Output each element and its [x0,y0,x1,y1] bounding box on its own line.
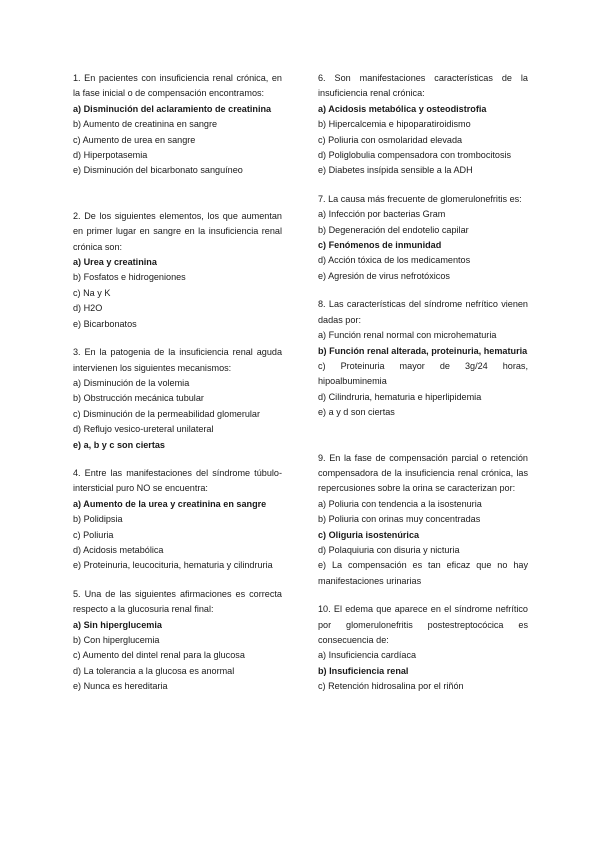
answer-option: c) Retención hidrosalina por el riñón [318,681,464,692]
answer-option: e) Proteinuria, leucocituria, hematuria y cilindruria [73,560,273,571]
left-column [73,71,282,695]
answer-option: b) Hipercalcemia e hipoparatiroidismo [318,119,471,130]
answer-option: e) a y d son ciertas [318,407,395,418]
answer-option-correct: c) Oliguria isostenúrica [318,529,420,540]
question-stem: 9. En la fase de compensación parcial o retención compensadora de la insuficiencia renal crónica, las repercusiones sobre la orina se caracterizan por: [318,452,528,494]
question-stem: 3. En la patogenia de la insuficiencia renal aguda intervienen los siguientes mecanismos: [73,347,282,373]
answer-option: c) Poliuria [73,529,114,540]
answer-option: d) Cilindruria, hematuria e hiperlipidemia [318,391,482,402]
answer-option: d) Hiperpotasemia [73,150,148,161]
answer-option: a) Disminución de la volemia [73,377,190,388]
answer-option: e) Agresión de virus nefrotóxicos [318,270,450,281]
answer-option: b) Aumento de creatinina en sangre [73,119,218,130]
answer-option: b) Poliuria con orinas muy concentradas [318,514,481,525]
answer-option: a) Poliuria con tendencia a la isostenuria [318,498,482,509]
answer-option: e) Bicarbonatos [73,318,137,329]
answer-option-correct: c) Fenómenos de inmunidad [318,240,442,251]
question-block [73,209,282,332]
question-block [318,71,528,179]
question-stem: 10. El edema que aparece en el síndrome nefrítico por glomerulonefritis postestreptocócica es consecuencia de: [318,604,528,645]
answer-option: d) Poliglobulia compensadora con trombocitosis [318,150,512,161]
answer-option: d) Acción tóxica de los medicamentos [318,255,471,266]
answer-option: b) Obstrucción mecánica tubular [73,393,204,404]
answer-option-correct: a) Disminución del aclaramiento de creatinina [73,103,272,114]
question-block [318,192,528,284]
answer-option: b) Con hiperglucemia [73,635,160,645]
answer-option: a) Infección por bacterias Gram [318,209,446,220]
question-stem: 4. Entre las manifestaciones del síndrome túbulo-intersticial puro NO se encuentra: [73,467,282,494]
answer-option: c) Proteinuria mayor de 3g/24 horas, hipoalbuminemia [318,360,528,387]
answer-option: c) Poliuria con osmolaridad elevada [318,134,463,145]
question-block [73,71,282,179]
answer-option-correct: a) Sin hiperglucemia [73,619,162,630]
question-stem: 1. En pacientes con insuficiencia renal crónica, en la fase inicial o de compensación encontramos: [73,73,282,99]
answer-option: d) Acidosis metabólica [73,544,164,555]
question-stem: 2. De los siguientes elementos, los que aumentan en primer lugar en sangre en la insuficiencia renal crónica son: [73,210,282,252]
question-block [318,602,528,694]
question-stem: 6. Son manifestaciones características de la insuficiencia renal crónica: [318,73,528,99]
right-column [318,71,528,695]
answer-option: e) Diabetes insípida sensible a la ADH [318,165,473,176]
answer-option-correct: b) Insuficiencia renal [318,665,409,676]
answer-option-correct: e) a, b y c son ciertas [73,439,165,450]
question-block [73,345,282,453]
question-block [318,297,528,420]
question-block [318,451,528,590]
answer-option-correct: a) Urea y creatinina [73,257,157,268]
question-block [73,587,282,695]
answer-option: d) La tolerancia a la glucosa es anormal [73,665,235,676]
answer-option: b) Fosfatos e hidrogeniones [73,272,186,283]
answer-option: c) Aumento del dintel renal para la glucosa [73,650,245,661]
answer-option: d) Polaquiuria con disuria y nicturia [318,544,460,555]
answer-option: a) Función renal normal con microhematuria [318,330,497,341]
answer-option-correct: a) Acidosis metabólica y osteodistrofia [318,103,487,114]
question-stem: 5. Una de las siguientes afirmaciones es correcta respecto a la glucosuria renal final: [73,588,282,615]
answer-option: b) Polidipsia [73,514,123,525]
answer-option: e) Disminución del bicarbonato sanguíneo [73,165,243,176]
answer-option: b) Degeneración del endotelio capilar [318,224,469,235]
answer-option: c) Na y K [73,287,111,298]
question-stem: 7. La causa más frecuente de glomerulonefritis es: [318,193,522,204]
question-stem: 8. Las características del síndrome nefrítico vienen dadas por: [318,299,528,325]
answer-option-correct: b) Función renal alterada, proteinuria, hematuria [318,345,528,356]
answer-option: d) Reflujo vesico-ureteral unilateral [73,424,214,435]
answer-option: e) La compensación es tan eficaz que no hay manifestaciones urinarias [318,560,528,586]
answer-option: e) Nunca es hereditaria [73,681,168,692]
answer-option: c) Aumento de urea en sangre [73,134,196,145]
answer-option-correct: a) Aumento de la urea y creatinina en sangre [73,498,267,509]
answer-option: c) Disminución de la permeabilidad glomerular [73,408,261,419]
question-block [73,466,282,574]
answer-option: d) H2O [73,303,103,314]
answer-option: a) Insuficiencia cardíaca [318,650,417,661]
